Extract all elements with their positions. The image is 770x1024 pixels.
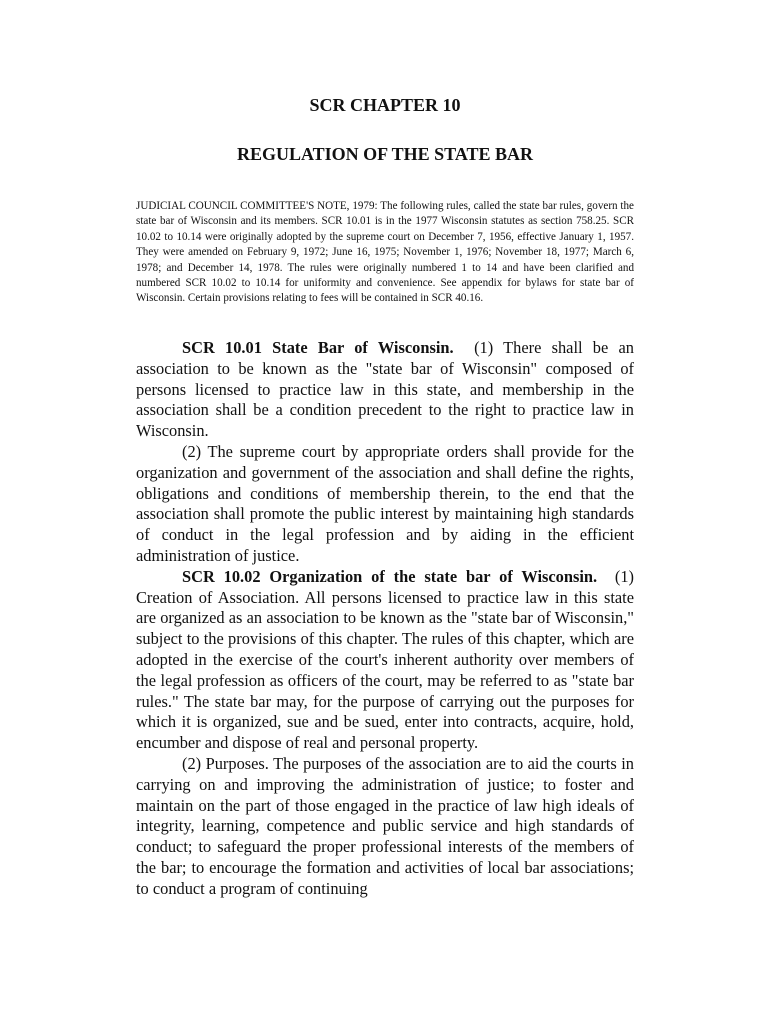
chapter-title: SCR CHAPTER 10: [309, 95, 461, 115]
section-10-02-heading: SCR 10.02 Organization of the state bar of Wisconsin.: [182, 566, 598, 586]
section-10-01-paragraph-1: [136, 338, 634, 442]
section-10-01-heading: SCR 10.01 State Bar of Wisconsin.: [182, 338, 454, 357]
section-10-02-paragraph-1: [136, 567, 634, 754]
rules-body: [136, 338, 634, 900]
section-10-01-paragraph-2: (2) The supreme court by appropriate orders shall provide for the organization and government of the association and shall define the rights, obligations and conditions of membership therein, to the end that the association shall promote the public interest by maintaining high standards of conduct in the legal profession and by aiding in the efficient administration of justice.: [136, 441, 634, 565]
section-10-02-paragraph-2: (2) Purposes. The purposes of the association are to aid the courts in carrying on and improving the administration of justice; to foster and maintain on the part of those engaged in the practice of law high ideals of integrity, learning, competence and public service and high standards of conduct; to safeguard the proper professional interests of the members of the bar; to encourage the formation and activities of local bar associations; to conduct a program of continuing: [136, 753, 634, 898]
chapter-subtitle: REGULATION OF THE STATE BAR: [236, 144, 534, 164]
section-10-01-para-1-text: (1) There shall be an association to be known as the "state bar of Wisconsin" composed of persons licensed to practice law in this state, and membership in the association shall be a condition precedent to the right to practice law in Wisconsin.: [136, 338, 634, 441]
section-10-02-para-1-text: (1) Creation of Association. All persons licensed to practice law in this state are organized as an association to be known as the "state bar of Wisconsin," subject to the provisions of this chapter. The rules of this chapter, which are adopted in the exercise of the court's inherent authority over members of the legal profession as officers of the court, may be referred to as "state bar rules." The state bar may, for the purpose of carrying out the purposes for which it is organized, sue and be sued, enter into contracts, acquire, hold, encumber and dispose of real and personal property.: [136, 566, 634, 753]
committee-note: JUDICIAL COUNCIL COMMITTEE'S NOTE, 1979: The following rules, called the state bar rules, govern the state bar of Wisconsin and its members. SCR 10.01 is in the 1977 Wisconsin statutes as section 758.25. SCR 10.02 to 10.14 were originally adopted by the supreme court on December 7, 1956, effective January 1, 1957. They were amended on February 9, 1972; June 16, 1975; November 1, 1976; November 18, 1977; March 6, 1978; and December 14, 1978. The rules were originally numbered 1 to 14 and have been clarified and numbered SCR 10.02 to 10.14 for uniformity and convenience. See appendix for bylaws for state bar of Wisconsin. Certain provisions relating to fees will be contained in SCR 40.16.: [136, 200, 634, 305]
